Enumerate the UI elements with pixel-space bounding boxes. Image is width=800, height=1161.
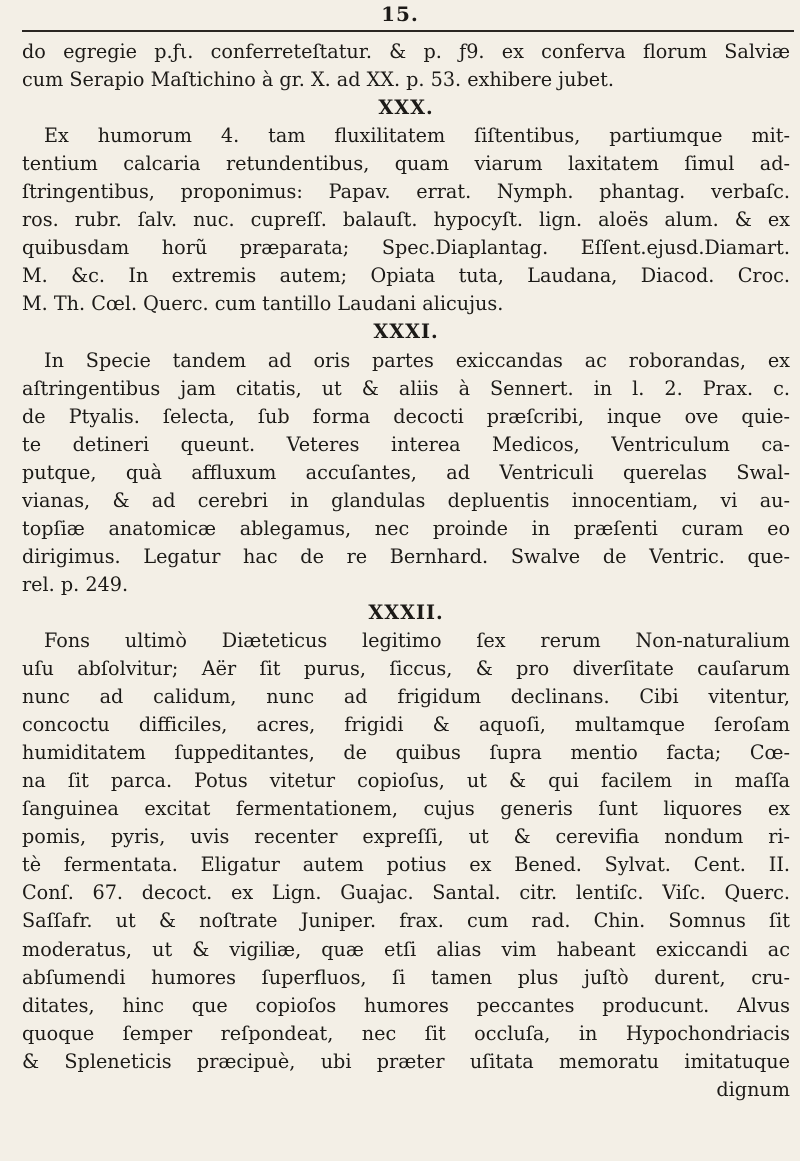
text-line: cum Serapio Maſtichino à gr. X. ad XX. p. 53. exhibere jubet. xyxy=(22,68,614,92)
text-line: ros. rubr. ſalv. nuc. cupreſſ. balauſt. hypocyſt. lign. aloës alum. & ex xyxy=(22,208,790,232)
text-line: In Specie tandem ad oris partes exiccandas ac roborandas, ex xyxy=(44,348,790,372)
text-line: topſiæ anatomicæ ablegamus, nec proinde in præſenti curam eo xyxy=(22,516,790,540)
text-line: aſtringentibus jam citatis, ut & aliis à Sennert. in l. 2. Prax. c. xyxy=(22,376,790,400)
text-line: M. Th. Cœl. Querc. cum tantillo Laudani alicujus. xyxy=(22,292,504,316)
text-line: rel. p. 249. xyxy=(22,572,129,596)
text-line: putque, quà affluxum accuſantes, ad Ventriculi querelas Swal- xyxy=(22,460,790,484)
text-line: dignum xyxy=(716,1077,790,1101)
text-line: Fons ultimò Diæteticus legitimo ſex rerum Non-naturalium xyxy=(44,628,790,652)
text-line: ſanguinea excitat fermentationem, cujus generis ſunt liquores ex xyxy=(22,797,790,821)
text-line: concoctu difficiles, acres, frigidi & aquoſi, multamque ſeroſam xyxy=(22,713,790,737)
section-heading: XXX. xyxy=(378,96,434,120)
text-line: de Ptyalis. ſelecta, ſub forma decocti præſcribi, inque ove quie- xyxy=(22,404,790,428)
text-line: vianas, & ad cerebri in glandulas depluentis innocentiam, vi au- xyxy=(22,488,790,512)
text-line: Conſ. 67. decoct. ex Lign. Guajac. Santal. citr. lentiſc. Viſc. Querc. xyxy=(22,881,790,905)
text-line: dirigimus. Legatur hac de re Bernhard. Swalve de Ventric. que- xyxy=(22,544,790,568)
text-line: tè fermentata. Eligatur autem potius ex Bened. Sylvat. Cent. II. xyxy=(22,853,790,877)
text-line: quoque ſemper reſpondeat, nec ſit occluſa, in Hypochondriacis xyxy=(22,1021,790,1045)
text-line: nunc ad calidum, nunc ad frigidum declinans. Cibi vitentur, xyxy=(22,685,790,709)
text-line: quibusdam horũ præparata; Spec.Diaplantag. Eſſent.ejusd.Diamart. xyxy=(22,236,790,260)
text-line: abſumendi humores ſuperfluos, ſi tamen plus juſtò durent, cru- xyxy=(22,965,790,989)
text-line: Ex humorum 4. tam fluxilitatem ſiſtentibus, partiumque mit- xyxy=(44,124,790,148)
text-line: do egregie p.ƒι. conferreteſtatur. & p. ƒ9. ex conferva florum Salviæ xyxy=(22,40,790,63)
text-line: tentium calcaria retundentibus, quam viarum laxitatem ſimul ad- xyxy=(22,152,790,176)
body-text xyxy=(22,38,790,1104)
text-line: & Spleneticis præcipuè, ubi præter uſitata memoratu imitatuque xyxy=(22,1049,790,1073)
text-line: te detineri queunt. Veteres interea Medicos, Ventriculum ca- xyxy=(22,432,790,456)
text-line: uſu abſolvitur; Aër ſit purus, ſiccus, & pro diverſitate cauſarum xyxy=(22,657,790,681)
text-line: moderatus, ut & vigiliæ, quæ etſi alias vim habeant exiccandi ac xyxy=(22,937,790,961)
header-rule xyxy=(22,30,794,32)
section-heading: XXXII. xyxy=(368,600,444,624)
text-line: ſtringentibus, proponimus: Papav. errat. Nymph. phantag. verbaſc. xyxy=(22,180,790,204)
text-line: pomis, pyris, uvis recenter expreſſi, ut & cerevifia nondum ri- xyxy=(22,825,790,849)
text-line: humiditatem ſuppeditantes, de quibus ſupra mentio facta; Cœ- xyxy=(22,741,790,765)
text-line: ditates, hinc que copioſos humores peccantes producunt. Alvus xyxy=(22,993,790,1017)
text-line: na ſit parca. Potus vitetur copioſus, ut & qui facilem in maſſa xyxy=(22,769,790,793)
page-number: 15. xyxy=(381,2,419,26)
text-line: M. &c. In extremis autem; Opiata tuta, Laudana, Diacod. Croc. xyxy=(22,264,790,288)
section-heading: XXXI. xyxy=(373,320,439,344)
text-line: Saſſafr. ut & noſtrate Juniper. frax. cum rad. Chin. Somnus ſit xyxy=(22,909,790,933)
